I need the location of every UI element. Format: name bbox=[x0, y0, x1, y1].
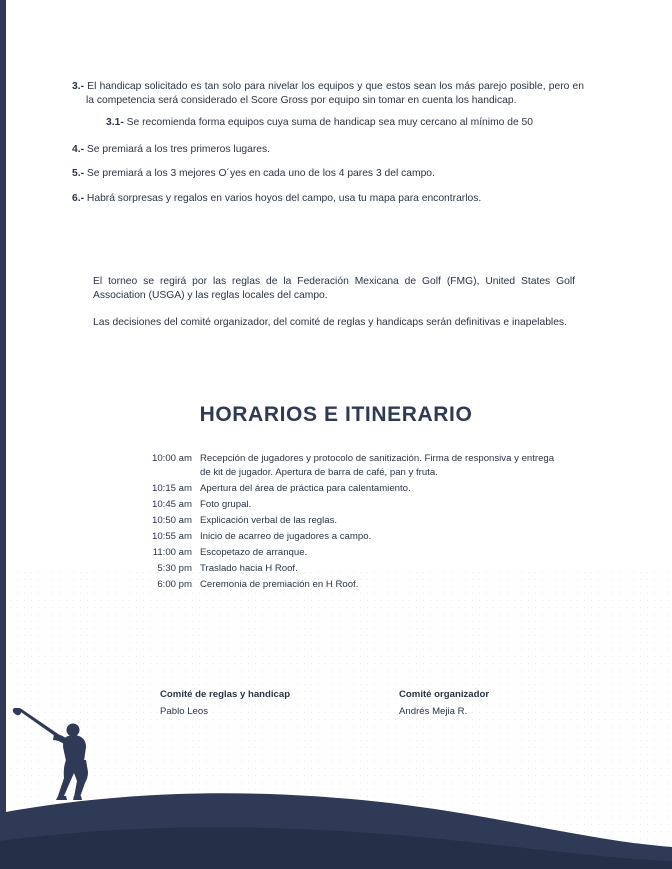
rule-item-3-1 bbox=[106, 116, 584, 130]
schedule-time: 11:00 am bbox=[152, 547, 192, 558]
schedule-description: Ceremonia de premiación en H Roof. bbox=[200, 579, 359, 590]
signature-name: Pablo Leos bbox=[160, 706, 209, 717]
schedule-time: 10:00 am bbox=[151, 453, 192, 464]
rule-item-6 bbox=[72, 192, 584, 206]
left-accent-bar bbox=[0, 0, 6, 869]
rule-text: Se premiará a los 3 mejores O´yes en cada uno de los 4 pares 3 del campo. bbox=[86, 168, 435, 180]
signature-role: Comité de reglas y handicap bbox=[160, 689, 291, 700]
golfer-silhouette-icon bbox=[10, 700, 130, 810]
schedule-time: 6:00 pm bbox=[157, 579, 192, 590]
paragraph-governing-rules: El torneo se regirá por las reglas de la Federación Mexicana de Golf (FMG), United States Golf Association (USGA) y las reglas locales del campo. bbox=[93, 276, 575, 301]
schedule-row bbox=[118, 546, 558, 560]
signature-rules-committee bbox=[160, 688, 290, 719]
rule-text: Se recomienda forma equipos cuya suma de handicap sea muy cercano al mínimo de 50 bbox=[126, 117, 534, 129]
schedule-row bbox=[118, 498, 558, 512]
schedule-description: Explicación verbal de las reglas. bbox=[200, 515, 338, 526]
schedule-description: Escopetazo de arranque. bbox=[200, 547, 308, 558]
rule-text: Habrá sorpresas y regalos en varios hoyos del campo, usa tu mapa para encontrarlos. bbox=[86, 192, 482, 204]
rule-number: 6.- bbox=[72, 192, 85, 204]
signature-name: Andrés Mejia R. bbox=[399, 706, 468, 717]
signature-role: Comité organizador bbox=[399, 689, 490, 700]
rule-number: 3.1- bbox=[106, 117, 124, 129]
rules-list bbox=[72, 80, 584, 217]
schedule-description: Apertura del área de práctica para calentamiento. bbox=[200, 483, 411, 494]
schedule-description: Foto grupal. bbox=[200, 499, 252, 510]
schedule-table bbox=[118, 452, 558, 594]
schedule-time: 10:50 am bbox=[151, 515, 192, 526]
schedule-row bbox=[118, 530, 558, 544]
schedule-time: 10:15 am bbox=[151, 483, 192, 494]
rule-item-5 bbox=[72, 167, 584, 181]
schedule-row bbox=[118, 562, 558, 576]
paragraph-committee-decisions: Las decisiones del comité organizador, del comité de reglas y handicaps serán definitivas e inapelables. bbox=[93, 317, 567, 329]
schedule-row bbox=[118, 452, 558, 480]
schedule-description: Recepción de jugadores y protocolo de sanitización. Firma de responsiva y entrega de kit de jugador. Apertura de barra de café, pan y fruta. bbox=[200, 453, 555, 478]
schedule-row bbox=[118, 578, 558, 592]
rule-number: 5.- bbox=[72, 168, 85, 180]
schedule-time: 10:55 am bbox=[151, 531, 192, 542]
governing-rules-paragraphs bbox=[93, 275, 575, 344]
schedule-time: 10:45 am bbox=[151, 499, 192, 510]
schedule-time: 5:30 pm bbox=[157, 563, 192, 574]
rule-text: Se premiará a los tres primeros lugares. bbox=[86, 143, 271, 155]
rule-item-4 bbox=[72, 143, 584, 157]
rule-item-3 bbox=[72, 80, 584, 107]
schedule-description: Traslado hacia H Roof. bbox=[200, 563, 298, 574]
rule-text: El handicap solicitado es tan solo para nivelar los equipos y que estos sean los más parejo posible, pero en la competencia será considerado el Score Gross por equipo sin tomar en cuenta los handicap. bbox=[86, 81, 584, 106]
schedule-row bbox=[118, 514, 558, 528]
schedule-description: Inicio de acarreo de jugadores a campo. bbox=[200, 531, 372, 542]
page-title: HORARIOS E ITINERARIO bbox=[199, 403, 473, 426]
signature-organizing-committee bbox=[399, 688, 489, 719]
rule-number: 4.- bbox=[72, 143, 85, 155]
rule-number: 3.- bbox=[72, 81, 85, 92]
schedule-row bbox=[118, 482, 558, 496]
